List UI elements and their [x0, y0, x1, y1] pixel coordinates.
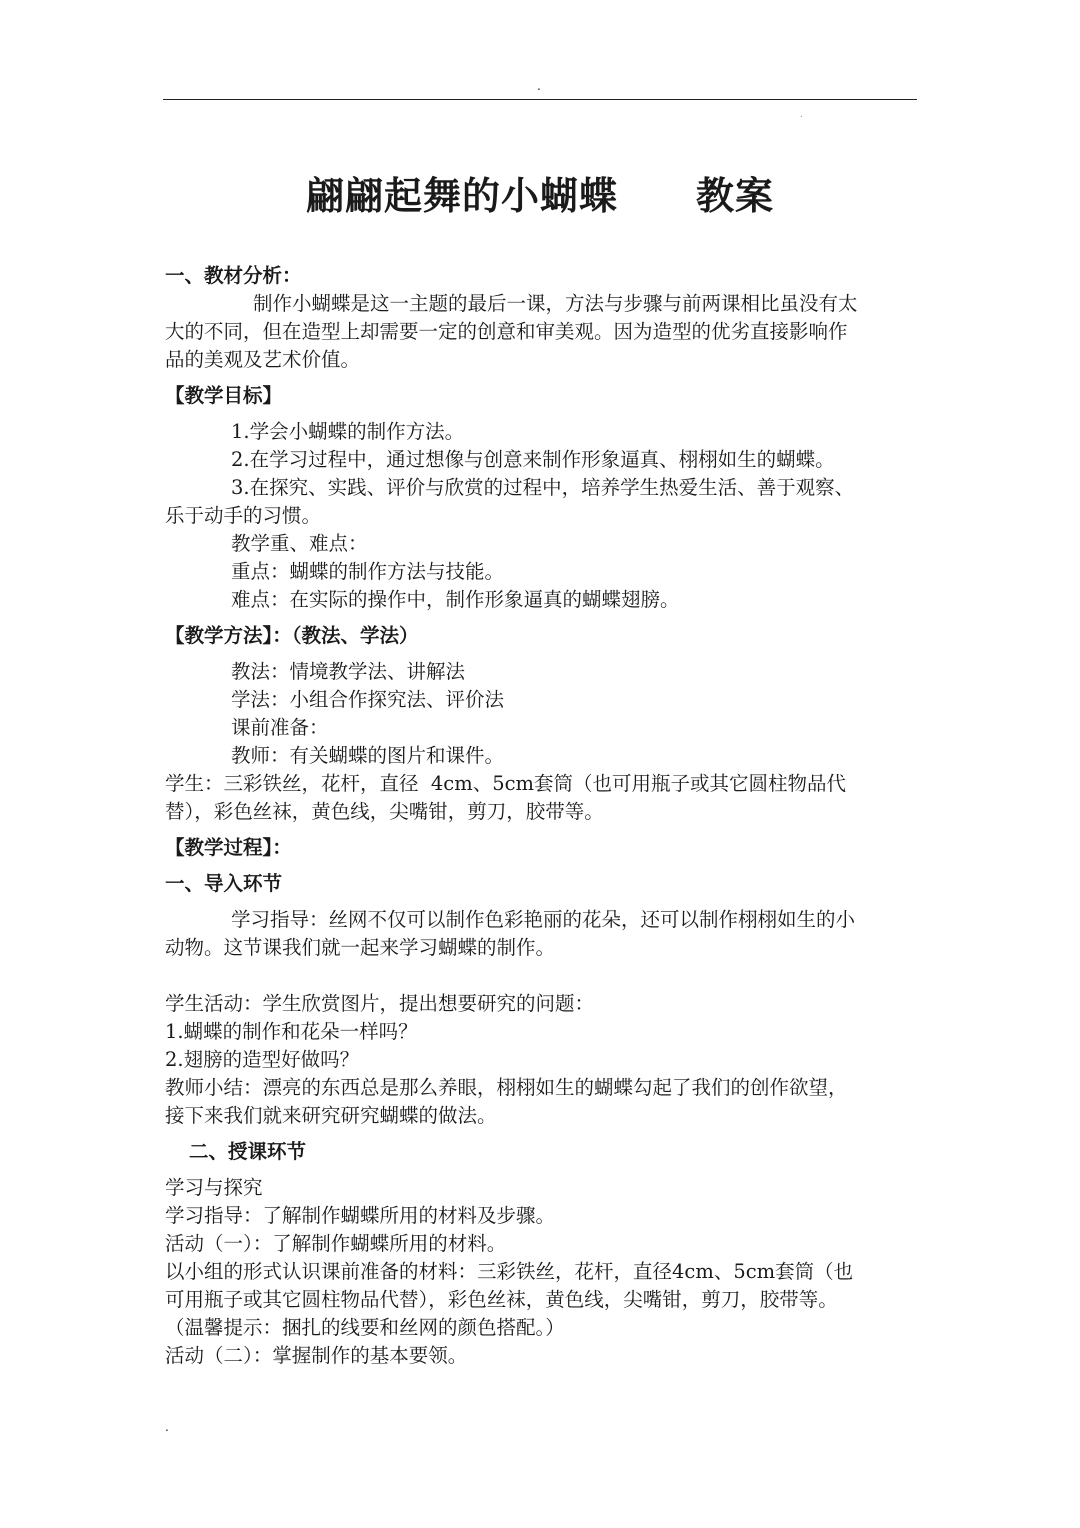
key-point: 重点：蝴蝶的制作方法与技能。: [231, 560, 505, 583]
prep-student: 学生：三彩铁丝，花杆，直径 4cm、5cm套筒（也可用瓶子或其它圆柱物品代: [165, 772, 847, 795]
goal-item: 1.学会小蝴蝶的制作方法。: [231, 420, 465, 443]
intro-heading: 一、导入环节: [165, 872, 283, 895]
prep-teacher: 教师：有关蝴蝶的图片和课件。: [231, 744, 505, 767]
method-learn: 学法：小组合作探究法、评价法: [231, 688, 505, 711]
header-mark: .: [800, 110, 803, 120]
teacher-summary: 教师小结：漂亮的东西总是那么养眼，栩栩如生的蝴蝶勾起了我们的创作欲望，: [165, 1076, 848, 1099]
activity-one-tip: （温馨提示：捆扎的线要和丝网的颜色搭配。）: [165, 1316, 565, 1339]
title-suffix: 教案: [696, 173, 775, 218]
goal-item: 3.在探究、实践、评价与欣赏的过程中，培养学生热爱生活、善于观察、: [231, 476, 855, 499]
method-teach: 教法：情境教学法、讲解法: [231, 660, 466, 683]
prep-student-cont: 替），彩色丝袜，黄色线，尖嘴钳，剪刀，胶带等。: [165, 800, 604, 823]
question-item: 2.翅膀的造型好做吗？: [165, 1048, 360, 1071]
section-heading-material: 一、教材分析：: [165, 264, 302, 287]
teach-heading: 二、授课环节: [189, 1140, 307, 1163]
header-rule: [163, 99, 917, 100]
title-main: 翩翩起舞的小蝴蝶: [305, 173, 618, 218]
paragraph-line: 品的美观及艺术价值。: [165, 348, 361, 371]
intro-paragraph-cont: 动物。这节课我们就一起来学习蝴蝶的制作。: [165, 936, 556, 959]
study-guide: 学习指导：了解制作蝴蝶所用的材料及步骤。: [165, 1204, 556, 1227]
activity-one: 活动（一）：了解制作蝴蝶所用的材料。: [165, 1232, 507, 1255]
footer-dot: .: [165, 1420, 169, 1434]
document-body: [165, 262, 917, 1370]
activity-two: 活动（二）：掌握制作的基本要领。: [165, 1344, 468, 1367]
prep-heading: 课前准备：: [231, 716, 329, 739]
paragraph-line: 制作小蝴蝶是这一主题的最后一课，方法与步骤与前两课相比虽没有太: [253, 292, 858, 315]
key-heading: 教学重、难点：: [231, 532, 368, 555]
student-activity: 学生活动：学生欣赏图片，提出想要研究的问题：: [165, 992, 595, 1015]
intro-paragraph: 学习指导：丝网不仅可以制作色彩艳丽的花朵，还可以制作栩栩如生的小: [231, 908, 856, 931]
page-title: [0, 170, 1080, 222]
hard-point: 难点：在实际的操作中，制作形象逼真的蝴蝶翅膀。: [231, 588, 680, 611]
header-dot: .: [537, 79, 541, 93]
activity-one-text: 可用瓶子或其它圆柱物品代替），彩色丝袜，黄色线，尖嘴钳，剪刀，胶带等。: [165, 1288, 838, 1311]
question-item: 1.蝴蝶的制作和花朵一样吗？: [165, 1020, 418, 1043]
teacher-summary-cont: 接下来我们就来研究研究蝴蝶的做法。: [165, 1104, 497, 1127]
paragraph-line: 大的不同，但在造型上却需要一定的创意和审美观。因为造型的优劣直接影响作: [165, 320, 848, 343]
section-heading-process: 【教学过程】：: [165, 836, 292, 859]
activity-one-text: 以小组的形式认识课前准备的材料：三彩铁丝，花杆，直径4cm、5cm套筒（也: [165, 1260, 854, 1283]
goal-item: 2.在学习过程中，通过想像与创意来制作形象逼真、栩栩如生的蝴蝶。: [231, 448, 835, 471]
section-heading-goals: 【教学目标】: [165, 384, 283, 407]
section-heading-methods: 【教学方法】：（教法、学法）: [165, 624, 419, 647]
goal-item-cont: 乐于动手的习惯。: [165, 504, 322, 527]
study-line: 学习与探究: [165, 1176, 263, 1199]
